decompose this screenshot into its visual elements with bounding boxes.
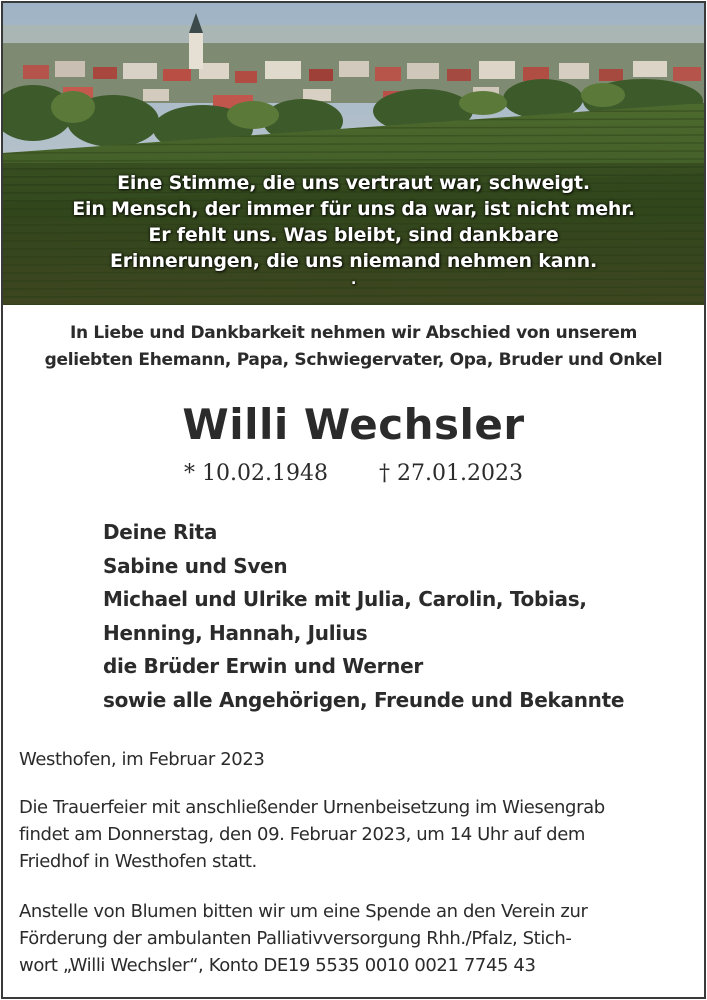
- obituary-notice: [1, 1, 706, 999]
- mourner-line: die Brüder Erwin und Werner: [103, 654, 423, 678]
- mourner-line: Henning, Hannah, Julius: [103, 620, 368, 645]
- memorial-poem: [3, 170, 704, 286]
- death-date: † 27.01.2023: [379, 461, 523, 486]
- deceased-name: Willi Wechsler: [182, 400, 525, 449]
- mourners-list: [103, 516, 693, 717]
- poem-line: Eine Stimme, die uns vertraut war, schweigt.: [117, 172, 590, 194]
- ceremony-line: Die Trauerfeier mit anschließender Urnenbeisetzung im Wiesengrab: [19, 797, 605, 818]
- mourner-line: sowie alle Angehörigen, Freunde und Bekannte: [103, 687, 625, 712]
- vineyard-village-photo: [3, 3, 704, 305]
- intro-text: [3, 320, 704, 374]
- mourner-line: Sabine und Sven: [103, 553, 288, 578]
- ceremony-line: Friedhof in Westhofen statt.: [19, 851, 257, 872]
- place-and-date: Westhofen, im Februar 2023: [19, 749, 265, 770]
- poem-dot: .: [350, 272, 357, 288]
- intro-line: In Liebe und Dankbarkeit nehmen wir Abschied von unserem: [69, 323, 638, 343]
- ceremony-line: findet am Donnerstag, den 09. Februar 2023, um 14 Uhr auf dem: [19, 824, 585, 845]
- poem-line: Er fehlt uns. Was bleibt, sind dankbare: [148, 224, 559, 246]
- life-dates: [3, 461, 704, 486]
- mourner-line: Michael und Ulrike mit Julia, Carolin, Tobias,: [103, 587, 587, 611]
- donation-line: Anstelle von Blumen bitten wir um eine Spende an den Verein zur: [19, 901, 588, 922]
- mourner-line: Deine Rita: [103, 520, 218, 544]
- donation-line: wort „Willi Wechsler“, Konto DE19 5535 0010 0021 7745 43: [19, 955, 536, 976]
- intro-line: geliebten Ehemann, Papa, Schwiegervater, Opa, Bruder und Onkel: [44, 350, 663, 370]
- donation-info: [19, 898, 689, 979]
- poem-line: Erinnerungen, die uns niemand nehmen kann.: [109, 250, 598, 272]
- birth-date: * 10.02.1948: [184, 461, 328, 486]
- ceremony-info: [19, 794, 689, 875]
- donation-line: Förderung der ambulanten Palliativversorgung Rhh./Pfalz, Stich-: [19, 928, 572, 949]
- poem-line: Ein Mensch, der immer für uns da war, ist nicht mehr.: [72, 198, 635, 220]
